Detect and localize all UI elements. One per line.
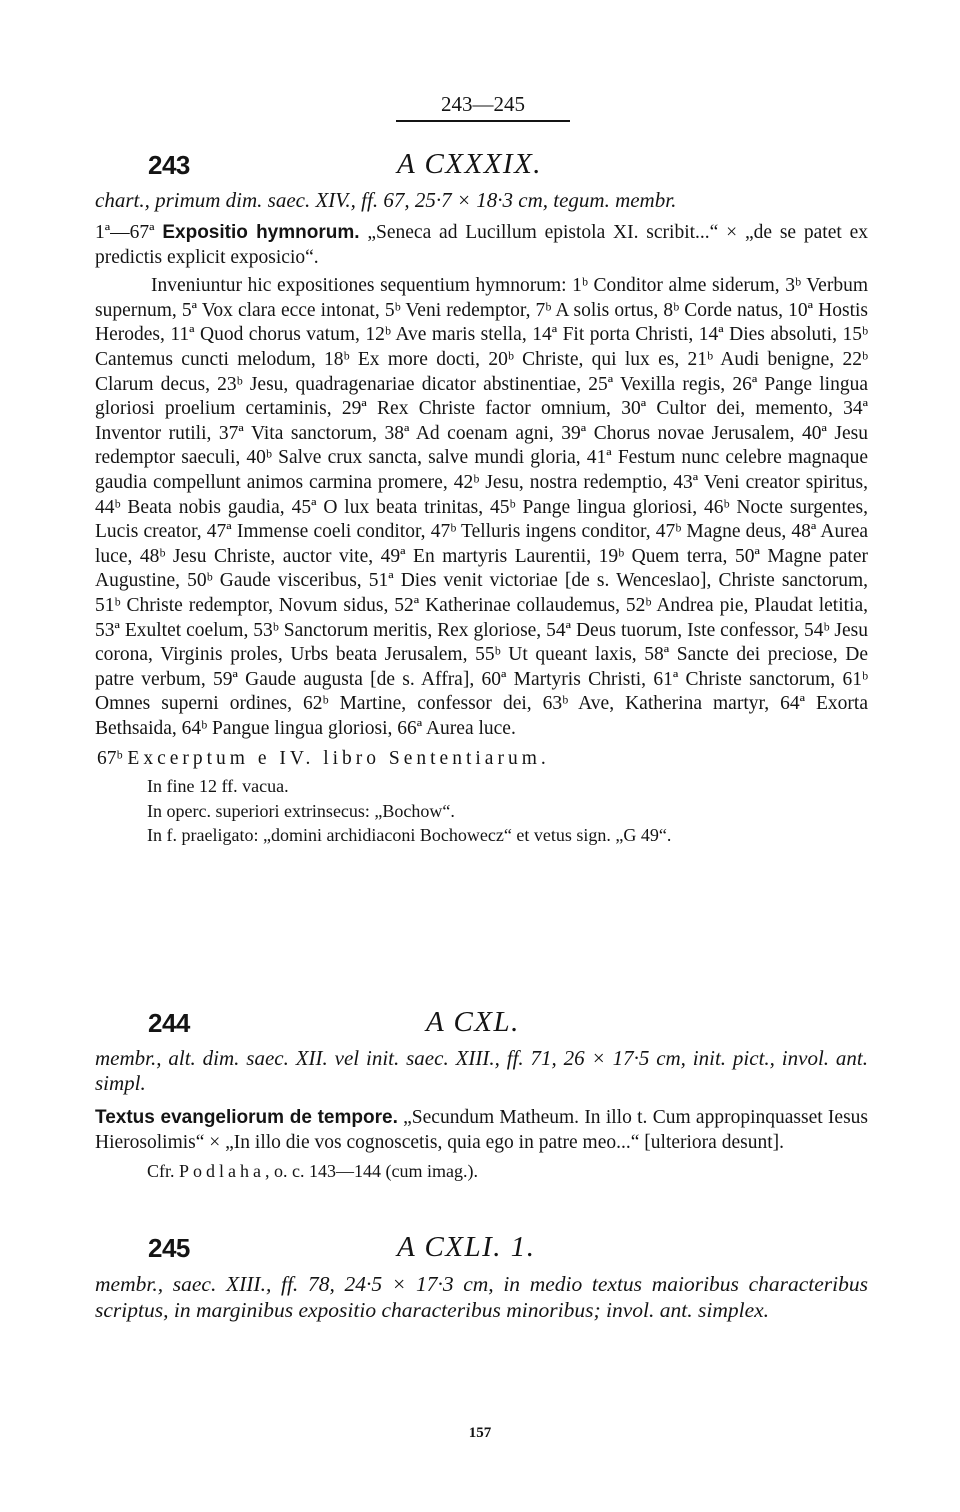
catalog-entry-245	[95, 1233, 868, 1323]
entry-heading	[95, 150, 868, 190]
entry-number: 244	[148, 1008, 190, 1038]
reference-prefix: Cfr.	[147, 1161, 175, 1182]
excerpt-folio: 67ᵇ	[97, 748, 123, 770]
excerpt-title: Excerptum e IV. libro Sententiarum.	[127, 748, 550, 770]
physical-description: membr., alt. dim. saec. XII. vel init. saec. XIII., ff. 71, 26 × 17·5 cm, init. pict., invol. ant. simpl.	[95, 1046, 868, 1095]
incipit-explicit: „Seneca ad Lucillum epistola XI. scribit...“ × „de se patet ex predictis explicit exposicio“.	[95, 222, 869, 268]
physical-description: membr., saec. XIII., ff. 78, 24·5 × 17·3 cm, in medio textus maioribus characteribus scriptus, in marginibus expositio characteribus minoribus; invol. ant. simplex.	[95, 1272, 868, 1322]
reference-note	[95, 1159, 868, 1184]
entry-number: 243	[148, 150, 190, 180]
catalog-entry-244	[95, 1008, 868, 1184]
reference-citation: , o. c. 143—144 (cum imag.).	[265, 1161, 478, 1182]
contents-paragraph	[95, 1106, 868, 1155]
running-head: 243—245	[441, 92, 525, 116]
entry-number: 245	[148, 1233, 190, 1263]
note-line: In f. praeligato: „domini archidiaconi Bochowecz“ et vetus sign. „G 49“.	[147, 825, 672, 846]
incipit-explicit: „Secundum Matheum. In illo t. Cum appropinquasset Iesus Hierosolimis“ × „In illo die vos cognoscetis, quia ego in patre meo...“ [ulteriora desunt].	[95, 1107, 869, 1153]
note-line: In fine 12 ff. vacua.	[147, 776, 289, 797]
catalog-entry-243	[95, 150, 868, 848]
work-title: Expositio hymnorum.	[162, 222, 360, 243]
shelf-signature: A CXLI. 1.	[397, 1231, 536, 1263]
hymns-list: Inveniuntur hic expositiones sequentium hymnorum: 1ᵇ Conditor alme siderum, 3ᵇ Verbum supernum, 5ª Vox clara ecce intonat, 5ᵇ Veni redemptor, 7ᵇ A solis ortus, 8ᵇ Corde natus, 10ª Hostis Herodes, 11ª Quod chorus vatum, 12ᵇ Ave maris stella, 14ª Fit porta Christi, 14ª Dies absoluti, 15ᵇ Cantemus cuncti melodum, 18ᵇ Ex more docti, 20ᵇ Christe, qui lux es, 21ᵇ Audi benigne, 22ᵇ Clarum decus, 23ᵇ Jesu, quadragenariae dicator abstinentiae, 25ª Vexilla regis, 26ª Pange lingua gloriosi proelium certaminis, 29ª Rex Christe factor omnium, 30ª Cultor dei, memento, 34ª Inventor rutili, 37ª Vita sanctorum, 38ª Ad coenam agni, 39ª Chorus novae Jerusalem, 40ª Jesu redemptor saeculi, 40ᵇ Salve crux sancta, salve mundi gloria, 41ª Festum nunc celebre magnaque gaudia compellunt animos carmina promere, 42ᵇ Jesu, nostra redemptio, 43ª Veni creator spiritus, 44ᵇ Beata nobis gaudia, 45ª O lux beata trinitas, 45ᵇ Pange lingua gloriosi, 46ᵇ Nocte surgentes, Lucis creator, 47ª Immense coeli conditor, 47ᵇ Telluris ingens conditor, 47ᵇ Magne deus, 48ª Aurea luce, 48ᵇ Jesu Christe, auctor vite, 49ª En martyris Laurentii, 19ᵇ Quem terra, 50ª Magne pater Augustine, 50ᵇ Gaude visceribus, 51ª Dies venit victoriae [de s. Wenceslao], Christe sanctorum, 51ᵇ Christe redemptor, Novum sidus, 52ª Katherinae collaudemus, 52ᵇ Andrea pie, Plaudat letitia, 53ª Exultet coelum, 53ᵇ Sanctorum meritis, Rex gloriose, 54ª Deus tuorum, Iste confessor, 54ᵇ Jesu corona, Virginis proles, Urbs beata Jerusalem, 55ᵇ Ut queant laxis, 58ª Sancte dei preciose, De patre verbum, 59ª Gaude augusta [de s. Affra], 60ª Martyris Christi, 61ª Christe sanctorum, 61ᵇ Omnes superni ordines, 62ᵇ Martine, confessor dei, 63ᵇ Ave, Katherina martyr, 64ª Exorta Bethsaida, 64ᵇ Pangue lingua gloriosi, 66ª Aurea luce.	[95, 275, 868, 739]
entry-heading	[95, 1233, 868, 1273]
shelf-signature: A CXXXIX.	[397, 148, 543, 180]
contents-paragraph	[95, 221, 868, 270]
shelf-signature: A CXL.	[426, 1006, 520, 1038]
page-number: 157	[468, 1425, 492, 1441]
physical-description: chart., primum dim. saec. XIV., ff. 67, 25·7 × 18·3 cm, tegum. membr.	[95, 188, 677, 212]
excerpt-line	[95, 747, 868, 772]
note-line: In operc. superiori extrinsecus: „Bochow“.	[147, 800, 455, 821]
folio-range: 1ª—67ª	[95, 222, 155, 243]
work-title: Textus evangeliorum de tempore.	[95, 1107, 398, 1128]
header-rule	[396, 120, 570, 122]
reference-author: Podlaha	[179, 1161, 266, 1182]
entry-heading	[95, 1008, 868, 1048]
